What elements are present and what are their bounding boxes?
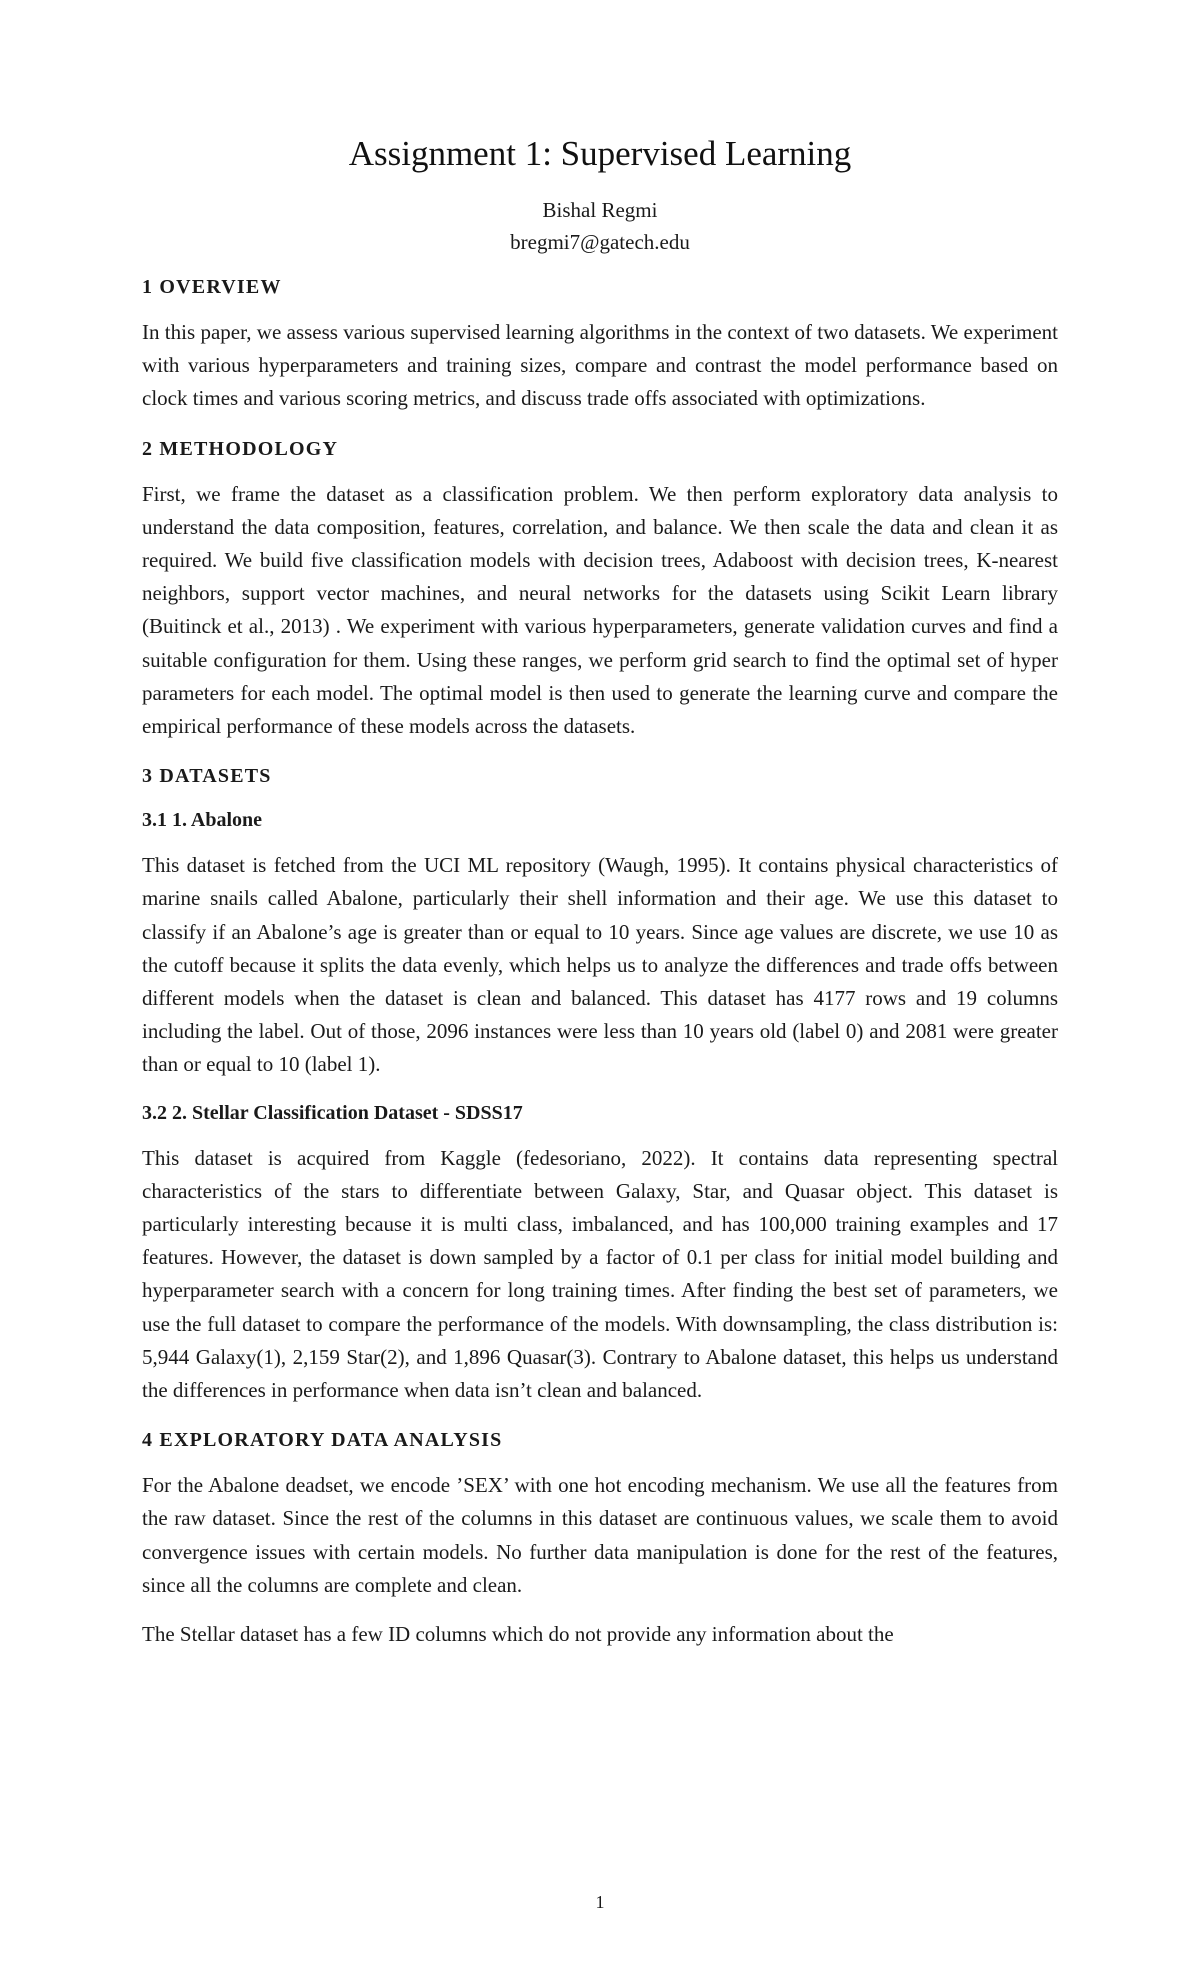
author-name: Bishal Regmi <box>542 198 658 222</box>
section-heading-methodology: 2 METHODOLOGY <box>142 437 339 460</box>
subsection-heading-stellar: 3.2 2. Stellar Classification Dataset - SDSS17 <box>142 1101 523 1124</box>
section-heading-datasets: 3 DATASETS <box>142 765 272 788</box>
author-block <box>0 194 1200 258</box>
paper-title: Assignment 1: Supervised Learning <box>348 134 852 173</box>
section-heading-overview: 1 OVERVIEW <box>142 276 282 298</box>
eda-paragraph-2: The Stellar dataset has a few ID columns which do not provide any information about the <box>142 1622 894 1647</box>
methodology-paragraph: First, we frame the dataset as a classification problem. We then perform exploratory data analysis to understand the data composition, features, correlation, and balance. We then scale the data and clean it as required. We build five classification models with decision trees, Adaboost with decision trees, K-nearest neighbors, support vector machines, and neural networks for the datasets using Scikit Learn library (Buitinck et al., 2013) . We experiment with various hyperparameters, generate validation curves and find a suitable configuration for them. Using these ranges, we perform grid search to find the optimal set of hyper parameters for each model. The optimal model is then used to generate the learning curve and compare the empirical performance of these models across the datasets. <box>142 481 1058 739</box>
paper-body <box>142 272 1058 1667</box>
eda-paragraph-1: For the Abalone deadset, we encode ’SEX’ with one hot encoding mechanism. We use all the features from the raw dataset. Since the rest of the columns in this dataset are continuous values, we scale them to avoid convergence issues with certain models. No further data manipulation is done for the rest of the features, since all the columns are complete and clean. <box>142 1473 1058 1597</box>
overview-paragraph: In this paper, we assess various supervised learning algorithms in the context of two datasets. We experiment with various hyperparameters and training sizes, compare and contrast the model performance based on clock times and various scoring metrics, and discuss trade offs associated with optimizations. <box>142 320 1058 411</box>
section-heading-eda: 4 EXPLORATORY DATA ANALYSIS <box>142 1429 503 1452</box>
page-number: 1 <box>595 1892 605 1912</box>
stellar-paragraph: This dataset is acquired from Kaggle (fedesoriano, 2022). It contains data representing spectral characteristics of the stars to differentiate between Galaxy, Star, and Quasar object. This dataset is particularly interesting because it is multi class, imbalanced, and has 100,000 training examples and 17 features. However, the dataset is down sampled by a factor of 0.1 per class for initial model building and hyperparameter search with a concern for long training times. After finding the best set of parameters, we use the full dataset to compare the performance of the models. With downsampling, the class distribution is: 5,944 Galaxy(1), 2,159 Star(2), and 1,896 Quasar(3). Contrary to Abalone dataset, this helps us understand the differences in performance when data isn’t clean and balanced. <box>142 1145 1058 1403</box>
abalone-paragraph: This dataset is fetched from the UCI ML repository (Waugh, 1995). It contains physical characteristics of marine snails called Abalone, particularly their shell information and their age. We use this dataset to classify if an Abalone’s age is greater than or equal to 10 years. Since age values are discrete, we use 10 as the cutoff because it splits the data evenly, which helps us to analyze the differences and trade offs between different models when the dataset is clean and balanced. This dataset has 4177 rows and 19 columns including the label. Out of those, 2096 instances were less than 10 years old (label 0) and 2081 were greater than or equal to 10 (label 1). <box>142 853 1058 1077</box>
author-email: bregmi7@gatech.edu <box>510 230 690 254</box>
subsection-heading-abalone: 3.1 1. Abalone <box>142 809 263 832</box>
